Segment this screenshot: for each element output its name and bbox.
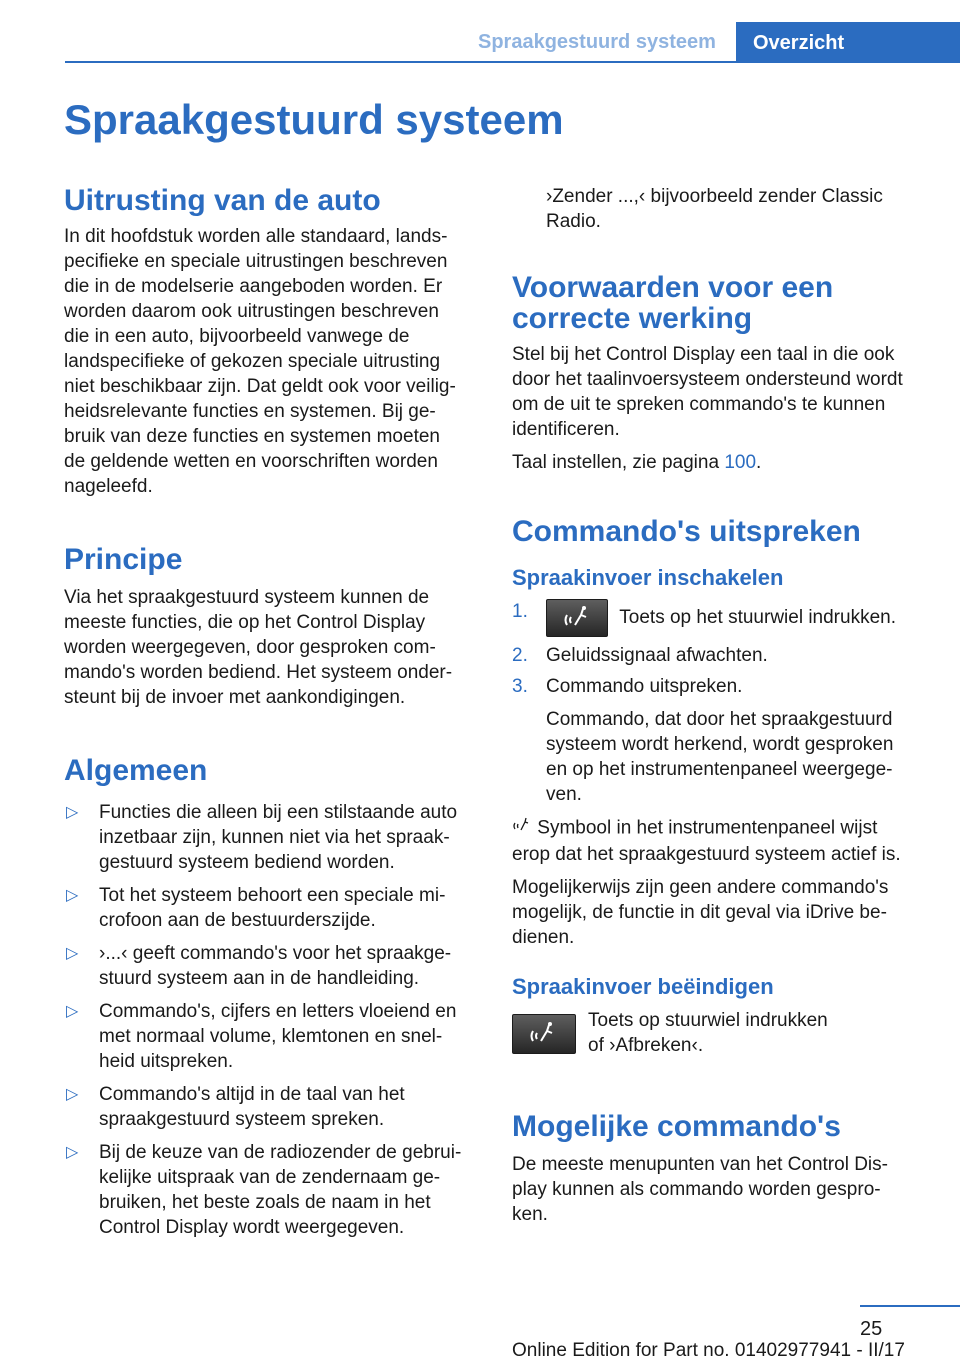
step-text: Toets op het stuurwiel indrukken. — [619, 607, 896, 629]
text-line: en op het instrumentenpaneel weergege- — [546, 759, 893, 780]
text-line: mando's worden bediend. Het systeem onder- — [64, 662, 453, 683]
paragraph-uitrusting — [64, 224, 478, 499]
text-line: erop dat het spraakgestuurd systeem actief is. — [512, 844, 901, 865]
heading-algemeen: Algemeen — [64, 754, 208, 787]
text-line: door het taalinvoersysteem ondersteund wordt — [512, 369, 903, 390]
text-line: om de uit te spreken commando's te kunnen — [512, 394, 886, 415]
text-line: play kunnen als commando worden gespro- — [512, 1179, 881, 1200]
voice-button-icon — [512, 1014, 576, 1054]
header-tab-overzicht: Overzicht — [736, 22, 960, 62]
text-line: landspecifieke of gekozen speciale uitrusting — [64, 351, 441, 372]
text-line: Functies die alleen bij een stilstaande auto — [99, 802, 458, 823]
text-line: bruik van deze functies en systemen moeten — [64, 426, 440, 447]
text-line: identificeren. — [512, 419, 620, 440]
text-line: niet beschikbaar zijn. Dat geldt ook voor veilig- — [64, 376, 456, 397]
text-line: dienen. — [512, 927, 575, 948]
list-item — [64, 1140, 478, 1240]
text-line: heidsrelevante functies en systemen. Bij ge- — [64, 401, 436, 422]
triangle-bullet-icon: ▷ — [66, 945, 79, 962]
text-line: In dit hoofdstuk worden alle standaard, lands- — [64, 226, 448, 247]
text-line: systeem wordt herkend, wordt gesproken — [546, 734, 894, 755]
link-prefix: Taal instellen, zie pagina — [512, 452, 725, 473]
list-item — [64, 1082, 478, 1132]
list-item — [512, 674, 926, 807]
footer-rule — [860, 1305, 960, 1307]
voice-button-icon — [546, 599, 608, 637]
end-voice-block — [512, 1012, 926, 1062]
text-line: inzetbaar zijn, kunnen niet via het spraak- — [99, 827, 450, 848]
text-line: met normaal volume, klemtonen en snel- — [99, 1026, 443, 1047]
list-item — [64, 800, 478, 875]
step-text: Geluidssignaal afwachten. — [546, 645, 768, 666]
text-line: Mogelijkerwijs zijn geen andere commando's — [512, 877, 889, 898]
text-line: Control Display wordt weergegeven. — [99, 1217, 405, 1238]
text-line: Toets op stuurwiel indrukken — [588, 1010, 828, 1031]
triangle-bullet-icon: ▷ — [66, 1003, 79, 1020]
subheading-spraakinvoer-inschakelen: Spraakinvoer inschakelen — [512, 565, 784, 590]
page-number: 25 — [860, 1318, 883, 1340]
text-line: die in een auto, bijvoorbeeld vanwege de — [64, 326, 410, 347]
paragraph-mogelijke-commandos — [512, 1152, 926, 1227]
step-detail — [546, 707, 926, 807]
text-line: Tot het systeem behoort een speciale mi- — [99, 885, 446, 906]
list-item — [512, 643, 926, 668]
link-suffix: . — [756, 452, 762, 473]
heading-mogelijke-commandos: Mogelijke commando's — [512, 1110, 841, 1143]
triangle-bullet-icon: ▷ — [66, 804, 79, 821]
text-line: Commando, dat door het spraakgestuurd — [546, 709, 893, 730]
text-line: mogelijk, de functie in dit geval via iDrive be- — [512, 902, 887, 923]
text-line: kelijke uitspraak van de zendernaam ge- — [99, 1167, 441, 1188]
bullet-list — [64, 800, 478, 1240]
heading-line: Voorwaarden voor een — [512, 271, 834, 304]
edition-text: Online Edition for Part no. 01402977941 - II/17 — [512, 1340, 905, 1361]
text-line: die in de modelserie aangeboden worden. Er — [64, 276, 443, 297]
text-line: nageleefd. — [64, 476, 153, 497]
heading-voorwaarden — [512, 272, 926, 334]
heading-commandos-uitspreken: Commando's uitspreken — [512, 515, 861, 548]
list-item — [64, 999, 478, 1074]
subheading-spraakinvoer-beeindigen: Spraakinvoer beëindigen — [512, 974, 774, 999]
text-line: Commando's, cijfers en letters vloeiend en — [99, 1001, 457, 1022]
page-link-100[interactable]: 100 — [724, 452, 757, 473]
end-voice-text — [588, 1008, 828, 1058]
paragraph-mogelijkerwijs — [512, 875, 926, 950]
paragraph-taal-instellen — [512, 450, 926, 475]
heading-uitrusting: Uitrusting van de auto — [64, 184, 381, 217]
triangle-bullet-icon: ▷ — [66, 887, 79, 904]
text-line: de geldende wetten en voorschriften worden — [64, 451, 438, 472]
list-item — [64, 883, 478, 933]
text-line — [512, 815, 926, 842]
text-line: ›Zender ...,‹ bijvoorbeeld zender Classic — [546, 186, 883, 207]
step-text: Commando uitspreken. — [546, 676, 743, 697]
text-line: ken. — [512, 1204, 548, 1225]
text-line: pecifieke en speciale uitrustingen beschreven — [64, 251, 448, 272]
header-section-title: Spraakgestuurd systeem — [478, 31, 716, 53]
text-span: Symbool in het instrumentenpaneel wijst — [532, 817, 878, 839]
text-line: spraakgestuurd systeem spreken. — [99, 1109, 385, 1130]
voice-symbol-icon — [512, 815, 532, 842]
list-item — [64, 941, 478, 991]
text-line: De meeste menupunten van het Control Dis- — [512, 1154, 888, 1175]
left-column — [64, 184, 478, 1240]
text-line: Via het spraakgestuurd systeem kunnen de — [64, 587, 430, 608]
text-line: Commando's altijd in de taal van het — [99, 1084, 405, 1105]
right-column — [512, 184, 926, 1227]
list-item — [512, 599, 926, 637]
text-line: gestuurd systeem bediend worden. — [99, 852, 395, 873]
steps-list — [512, 599, 926, 807]
text-line: meeste functies, die op het Control Display — [64, 612, 426, 633]
paragraph-symbool — [512, 815, 926, 867]
text-line: worden daarom ook uitrustingen beschreven — [64, 301, 439, 322]
text-line: of ›Afbreken‹. — [588, 1035, 704, 1056]
text-line: stuurd systeem aan in de handleiding. — [99, 968, 420, 989]
text-line: worden weergegeven, door gesproken com- — [64, 637, 436, 658]
header-rule — [65, 61, 960, 63]
heading-principe: Principe — [64, 543, 183, 576]
text-line: Radio. — [546, 211, 601, 232]
triangle-bullet-icon: ▷ — [66, 1086, 79, 1103]
text-line: ›...‹ geeft commando's voor het spraakge- — [99, 943, 452, 964]
text-line: ven. — [546, 784, 582, 805]
text-line: crofoon aan de bestuurderszijde. — [99, 910, 376, 931]
step-number: 3. — [512, 676, 528, 697]
text-line: steunt bij de invoer met aankondigingen. — [64, 687, 406, 708]
paragraph-principe — [64, 585, 478, 710]
triangle-bullet-icon: ▷ — [66, 1144, 79, 1161]
heading-line: correcte werking — [512, 302, 753, 335]
continued-bullet-text — [512, 184, 926, 234]
step-number: 2. — [512, 645, 528, 666]
paragraph-voorwaarden — [512, 342, 926, 442]
text-line: bruiken, het beste zoals de naam in het — [99, 1192, 431, 1213]
step-number: 1. — [512, 601, 528, 622]
text-line: heid uitspreken. — [99, 1051, 234, 1072]
text-line: Stel bij het Control Display een taal in die ook — [512, 344, 895, 365]
page-title: Spraakgestuurd systeem — [64, 96, 564, 143]
text-line: Bij de keuze van de radiozender de gebrui- — [99, 1142, 462, 1163]
